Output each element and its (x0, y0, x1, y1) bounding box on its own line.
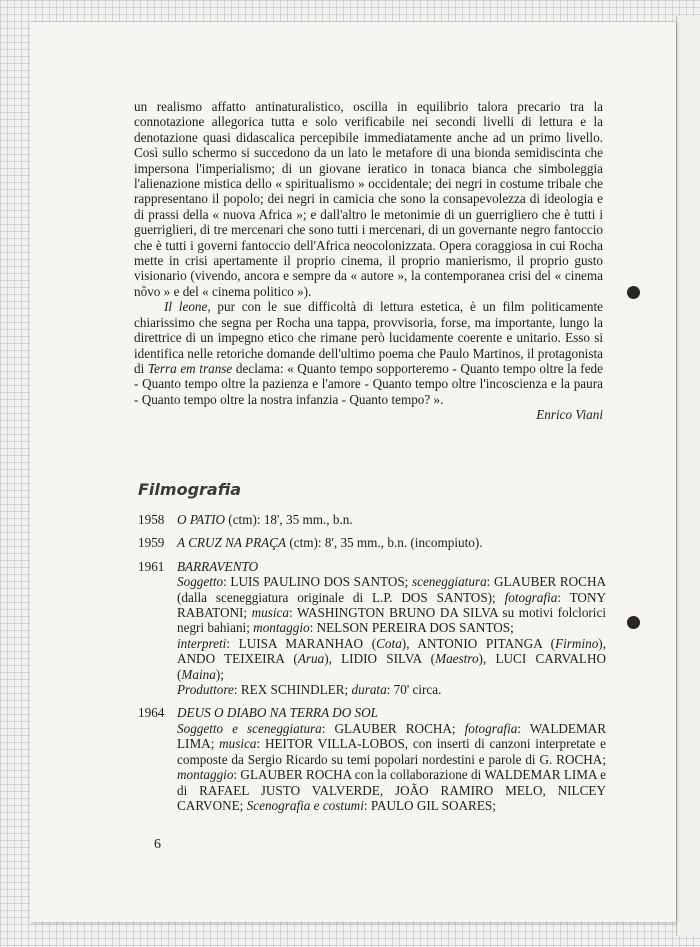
facing-page-edge (676, 16, 700, 936)
film-entry (138, 512, 606, 527)
filmography-list (138, 512, 606, 821)
film-entry (138, 535, 606, 550)
film-credits: Soggetto: LUIS PAULINO DOS SANTOS; sceneggiatura: GLAUBER ROCHA (dalla sceneggiatura originale di L.P. DOS SANTOS); fotografia: TONY RABATONI; musica: WASHINGTON BRUNO DA SILVA su motivi folclorici negri bahiani; montaggio: NELSON PEREIRA DOS SANTOS; (177, 574, 606, 636)
film-year: 1961 (138, 558, 165, 574)
punch-hole-lower (627, 616, 640, 629)
film-title: A CRUZ NA PRAÇA (177, 535, 287, 551)
film-cast: interpreti: LUISA MARANHAO (Cota), ANTONIO PITANGA (Firmino), ANDO TEIXEIRA (Arua), LIDIO SILVA (Maestro), LUCI CARVALHO (Maina); (177, 635, 606, 682)
author-signature: Enrico Viani (536, 407, 603, 423)
film-year: 1958 (138, 512, 165, 527)
second-paragraph: Il leone, pur con le sue difficoltà di lettura estetica, è un film politicamente chiarissimo che segna per Rocha una tappa, provvisoria, forse, ma importante, lungo la direttrice di un impegno etico che rimane però lucidamente coerente e unitario. Esso si identifica nelle retoriche domande dell'ultimo poema che Paulo Martinos, il protagonista di Terra em transe declama: « Quanto tempo sopporteremo - Quanto tempo oltre la fede - Quanto tempo oltre la pazienza e l'amore - Quanto tempo oltre l'incoscienza e la paura - Quanto tempo oltre la nostra infanzia - Quanto tempo? ». (134, 299, 604, 407)
film-title: BARRAVENTO (177, 558, 259, 574)
essay-text (134, 99, 603, 423)
document-page (30, 22, 676, 922)
film-year: 1959 (138, 535, 165, 551)
punch-hole-upper (627, 286, 640, 299)
film-credits: Soggetto e sceneggiatura: GLAUBER ROCHA; fotografia: WALDEMAR LIMA; musica: HEITOR VILLA-LOBOS, con inserti di canzoni interpretate e composte da Sergio Ricardo su temi popolari nordestini e parole di G. ROCHA; montaggio: GLAUBER ROCHA con la collaborazione di WALDEMAR LIMA e di RAFAEL JUSTO VALVERDE, JOÃO RAMIRO MELO, NILCEY CARVONE; Scenografia e costumi: PAULO GIL SOARES; (177, 720, 606, 813)
page-number: 6 (154, 837, 161, 852)
film-title-terra-em-transe: Terra em transe (147, 360, 233, 376)
film-entry (138, 559, 606, 698)
film-details: (ctm): 8', 35 mm., b.n. (incompiuto). (286, 535, 483, 551)
film-title-il-leone: Il leone (164, 299, 208, 315)
film-title: O PATIO (177, 512, 225, 527)
film-details: (ctm): 18', 35 mm., b.n. (225, 512, 353, 527)
film-title: DEUS O DIABO NA TERRA DO SOL (177, 705, 378, 721)
film-entry (138, 705, 606, 813)
intro-paragraph: un realismo affatto antinaturalistico, oscilla in equilibrio talora precario tra la connotazione allegorica tutta e solo verificabile nei secondi livelli di lettura e la denotazione quasi didascalica percepibile immediatamente anche ad un primo livello. Così sullo schermo si succedono da un lato le metafore di una bionda semidiscinta che impersona l'imperialismo; di un giovane ieratico in tonaca bianca che simboleggia l'alienazione mistica dello « spiritualismo » occidentale; dei negri in costume tribale che rappresentano il popolo; dei negri in camicia che sono la consapevolezza di ideologia e di prassi della « nuova Africa »; e dall'altro le metonimie di un guerrigliero che è tutti i guerriglieri, di tre mercenari che sono tutti i mercenari, di un governante negro fantoccio che è tutti i governi fantoccio dell'Africa neocolonizzata. Opera coraggiosa in cui Rocha mette in crisi apertamente il proprio cinema, il proprio manierismo, il proprio gusto visionario (vivendo, ancora e sempre da « autore », la contemporanea crisi del « cinema nôvo » e del « cinema politico »). (134, 99, 603, 299)
film-production: Produttore: REX SCHINDLER; durata: 70' circa. (177, 682, 442, 698)
film-year: 1964 (138, 705, 165, 721)
section-title: Filmografia (138, 480, 242, 499)
